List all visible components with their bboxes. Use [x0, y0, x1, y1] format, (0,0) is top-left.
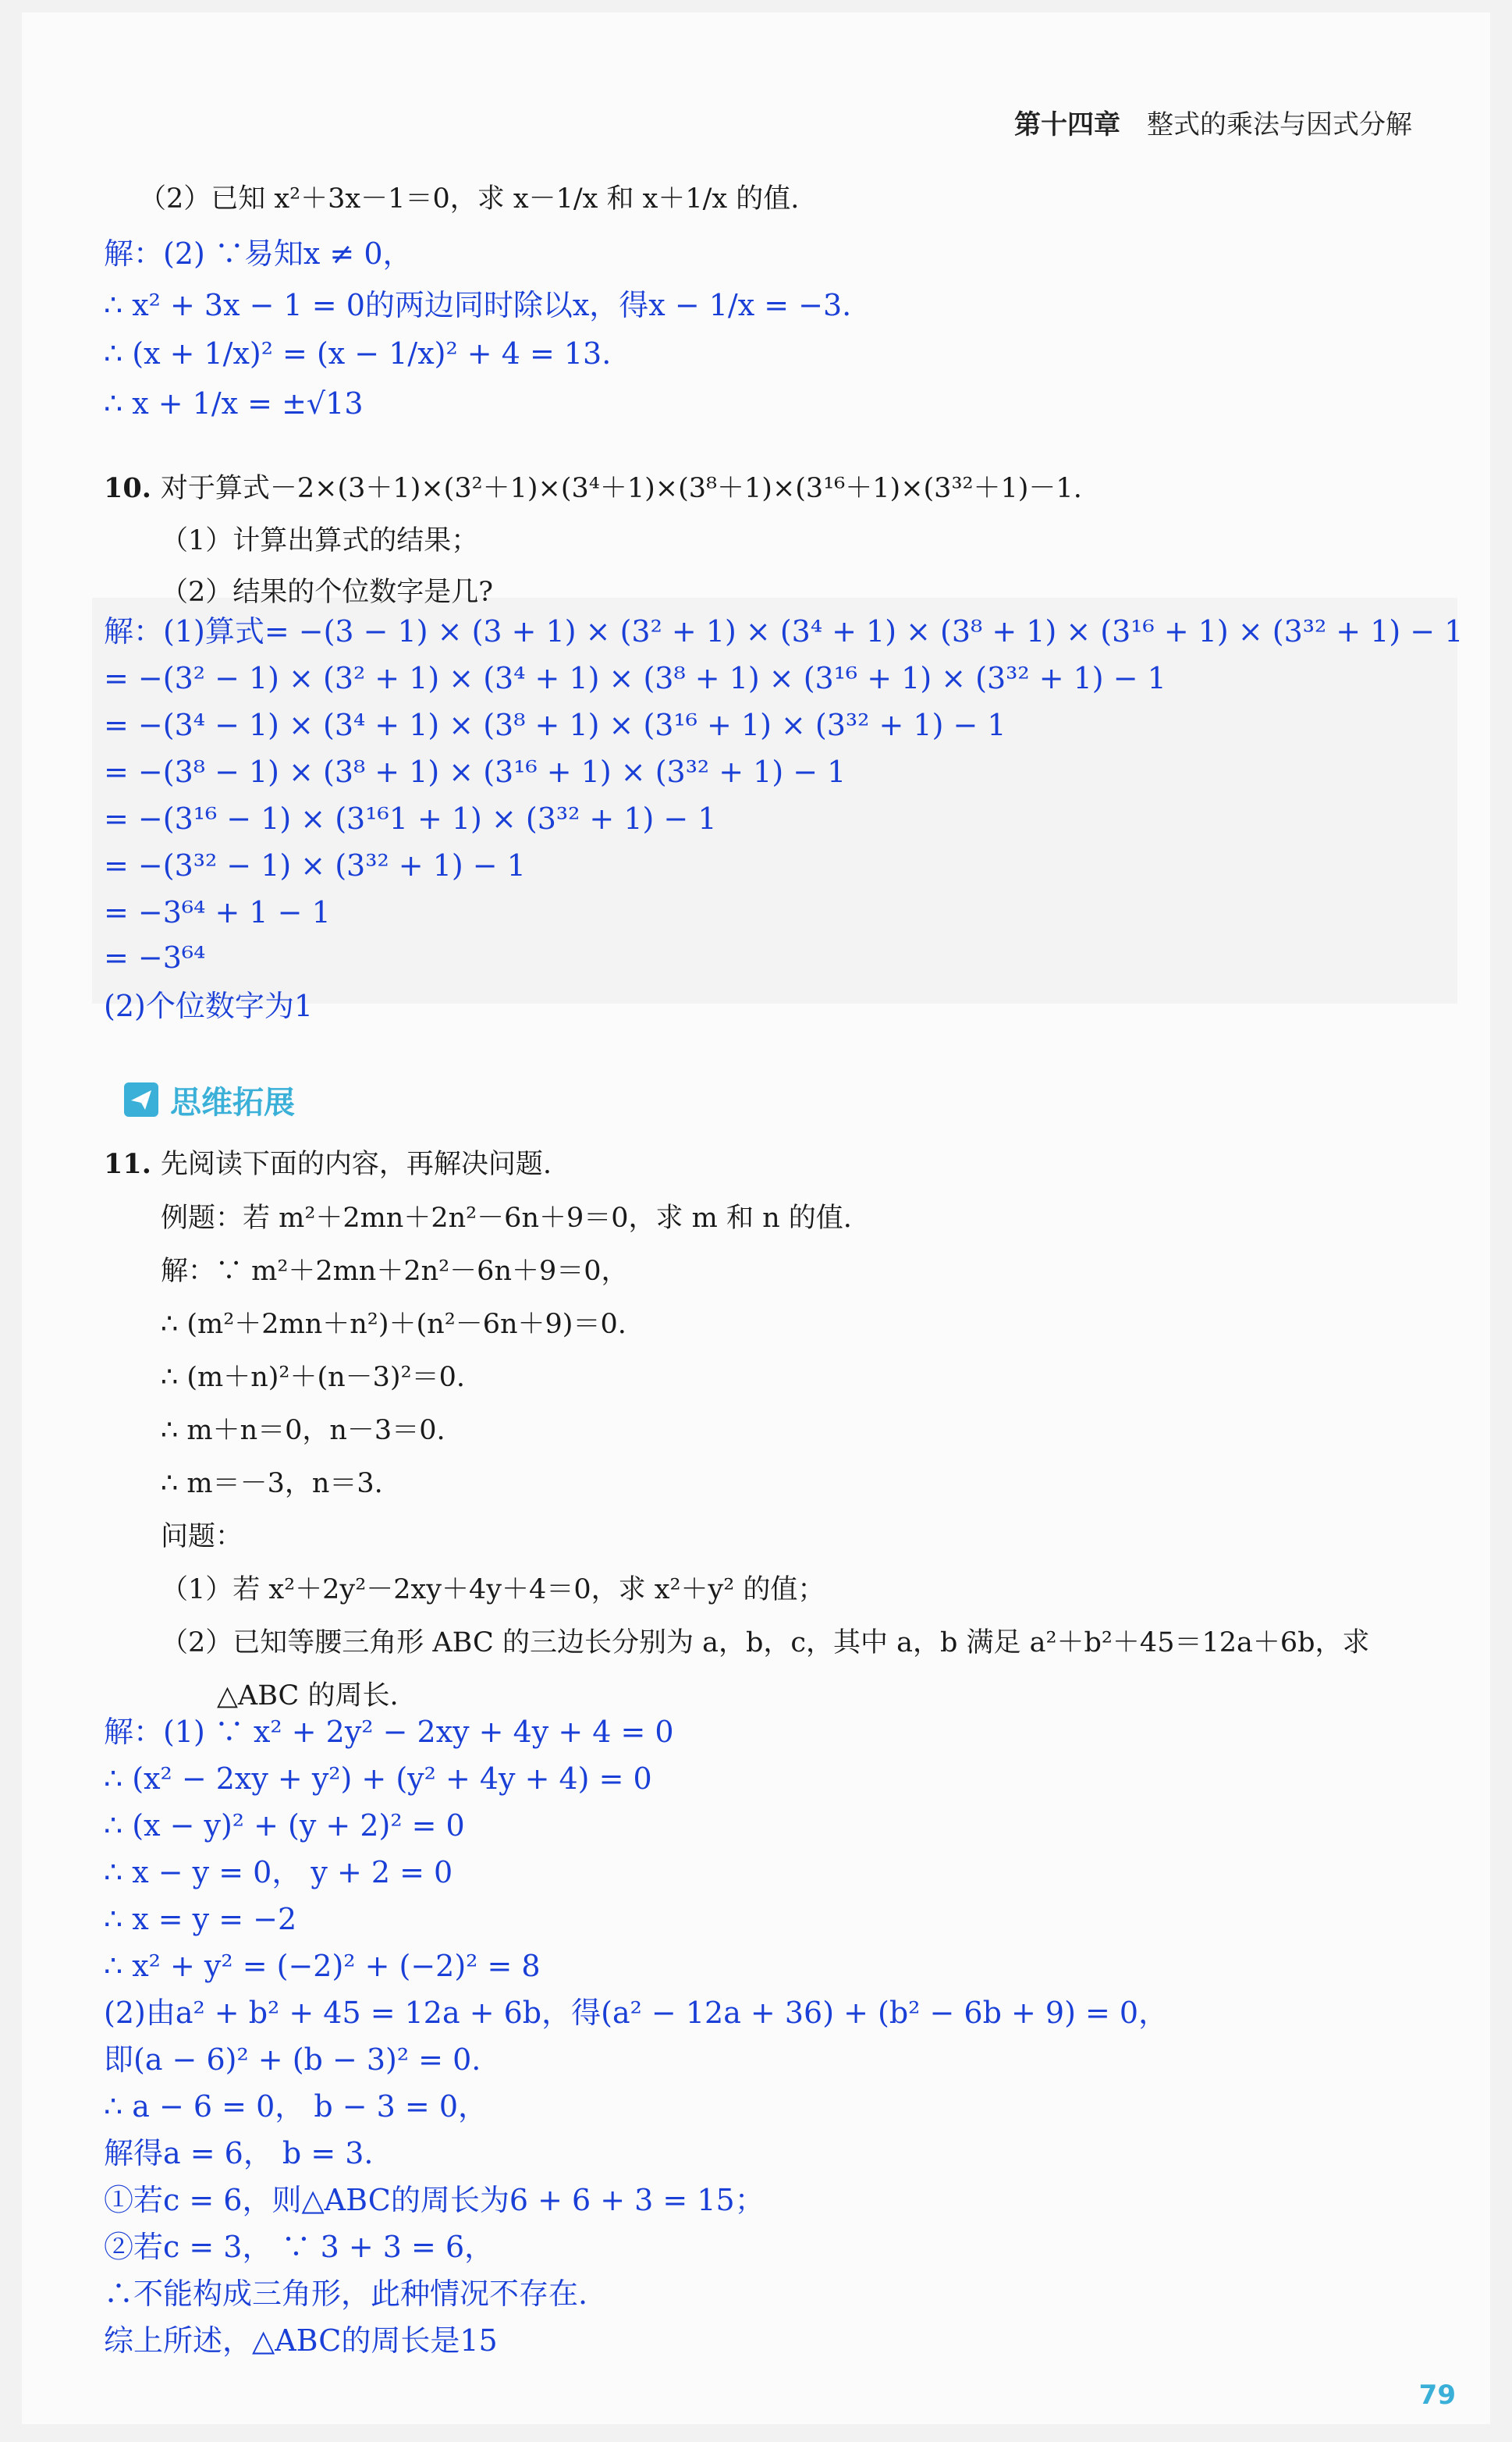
q10-answer-line-8: = −3⁶⁴	[104, 940, 206, 975]
q10-answer-line-7: = −3⁶⁴ + 1 − 1	[104, 895, 331, 930]
q11-answer-line-4: ∴ x − y = 0， y + 2 = 0	[104, 1855, 453, 1889]
q11-example-line-3: ∴ (m²＋2mn＋n²)＋(n²－6n＋9)＝0.	[161, 1309, 626, 1340]
q10-answer-line-5: = −(3¹⁶ − 1) × (3¹⁶1 + 1) × (3³² + 1) − 1	[104, 802, 717, 836]
q10-answer-line-6: = −(3³² − 1) × (3³² + 1) − 1	[104, 848, 526, 883]
q11-answer-line-12: ②若c = 3， ∵ 3 + 3 = 6，	[104, 2230, 495, 2264]
q11-answer-line-7: (2)由a² + b² + 45 = 12a + 6b，得(a² − 12a + 36) + (b² − 6b + 9) = 0，	[104, 1996, 1169, 2030]
q10-answer-line-9: (2)个位数字为1	[104, 989, 314, 1023]
q11-answer-line-2: ∴ (x² − 2xy + y²) + (y² + 4y + 4) = 0	[104, 1761, 652, 1796]
q11-answer-line-1: 解：(1) ∵ x² + 2y² − 2xy + 4y + 4 = 0	[104, 1715, 674, 1749]
q11-example-line-2: 解：∵ m²＋2mn＋2n²－6n＋9＝0，	[161, 1256, 629, 1287]
q11-answer-line-11: ①若c = 6，则△ABC的周长为6 + 6 + 3 = 15；	[104, 2183, 765, 2217]
q11-answer-line-9: ∴ a − 6 = 0， b − 3 = 0，	[104, 2089, 488, 2124]
chapter-label: 第十四章	[1014, 109, 1120, 140]
q11-stem-text: 先阅读下面的内容，再解决问题.	[160, 1149, 552, 1180]
q11-answer-line-8: 即(a − 6)² + (b − 3)² = 0.	[104, 2042, 481, 2077]
q10-stem-text: 对于算式－2×(3＋1)×(3²＋1)×(3⁴＋1)×(3⁸＋1)×(3¹⁶＋1)×(3³²＋1)－1.	[160, 473, 1082, 504]
q11-answer-line-6: ∴ x² + y² = (−2)² + (−2)² = 8	[104, 1949, 541, 1983]
q9-answer-line-2: ∴ x² + 3x − 1 = 0的两边同时除以x，得x − 1/x = −3.	[104, 288, 852, 322]
q10-answer-line-1: 解：(1)算式= −(3 − 1) × (3 + 1) × (3² + 1) × (3⁴ + 1) × (3⁸ + 1) × (3¹⁶ + 1) × (3³² + 1) − 1	[104, 614, 1464, 649]
q11-example-line-4: ∴ (m＋n)²＋(n－3)²＝0.	[161, 1362, 466, 1393]
answer-shade	[92, 598, 1457, 1004]
q9-answer-line-1: 解：(2) ∵易知x ≠ 0，	[104, 236, 413, 271]
q11-stem	[104, 1150, 552, 1178]
section-title: 思维拓展	[170, 1084, 295, 1121]
q11-answer-line-14: 综上所述，△ABC的周长是15	[104, 2323, 498, 2358]
q11-part2-cont: △ABC 的周长.	[217, 1680, 399, 1712]
q10-number: 10.	[104, 472, 151, 504]
q10-stem	[104, 472, 1082, 504]
q11-part1: （1）若 x²＋2y²－2xy＋4y＋4＝0，求 x²＋y² 的值；	[161, 1574, 825, 1605]
section-header	[123, 1080, 295, 1119]
q11-answer-line-5: ∴ x = y = −2	[104, 1902, 297, 1936]
q10-part2: （2）结果的个位数字是几?	[161, 577, 494, 608]
q11-example-line-6: ∴ m＝－3，n＝3.	[161, 1468, 383, 1499]
page	[22, 12, 1490, 2424]
page-number: 79	[1418, 2380, 1456, 2411]
q11-example-line-7: 问题：	[161, 1521, 243, 1552]
q10-answer-line-2: = −(3² − 1) × (3² + 1) × (3⁴ + 1) × (3⁸ + 1) × (3¹⁶ + 1) × (3³² + 1) − 1	[104, 661, 1166, 695]
q11-example-line-1: 例题：若 m²＋2mn＋2n²－6n＋9＝0，求 m 和 n 的值.	[161, 1203, 852, 1234]
q10-answer-line-4: = −(3⁸ − 1) × (3⁸ + 1) × (3¹⁶ + 1) × (3³² + 1) − 1	[104, 755, 847, 789]
q9-part2: （2）已知 x²＋3x－1＝0，求 x－1/x 和 x＋1/x 的值.	[139, 183, 800, 215]
q10-answer-line-3: = −(3⁴ − 1) × (3⁴ + 1) × (3⁸ + 1) × (3¹⁶ + 1) × (3³² + 1) − 1	[104, 708, 1006, 742]
q11-number: 11.	[104, 1148, 151, 1180]
q11-answer-line-13: ∴不能构成三角形，此种情况不存在.	[104, 2277, 588, 2311]
q9-answer-line-4: ∴ x + 1/x = ±√13	[104, 386, 364, 421]
q11-answer-line-3: ∴ (x − y)² + (y + 2)² = 0	[104, 1808, 465, 1843]
q9-answer-line-3: ∴ (x + 1/x)² = (x − 1/x)² + 4 = 13.	[104, 336, 612, 371]
q11-answer-line-10: 解得a = 6， b = 3.	[104, 2136, 374, 2170]
q11-example-line-5: ∴ m＋n＝0，n－3＝0.	[161, 1415, 445, 1446]
chapter-title: 整式的乘法与因式分解	[1147, 109, 1412, 140]
q10-part1: （1）计算出算式的结果；	[161, 525, 479, 556]
page-header	[1014, 103, 1412, 141]
q11-part2: （2）已知等腰三角形 ABC 的三边长分别为 a，b，c，其中 a，b 满足 a²＋b²＋45＝12a＋6b，求	[161, 1627, 1370, 1658]
paper-plane-icon	[123, 1082, 159, 1118]
